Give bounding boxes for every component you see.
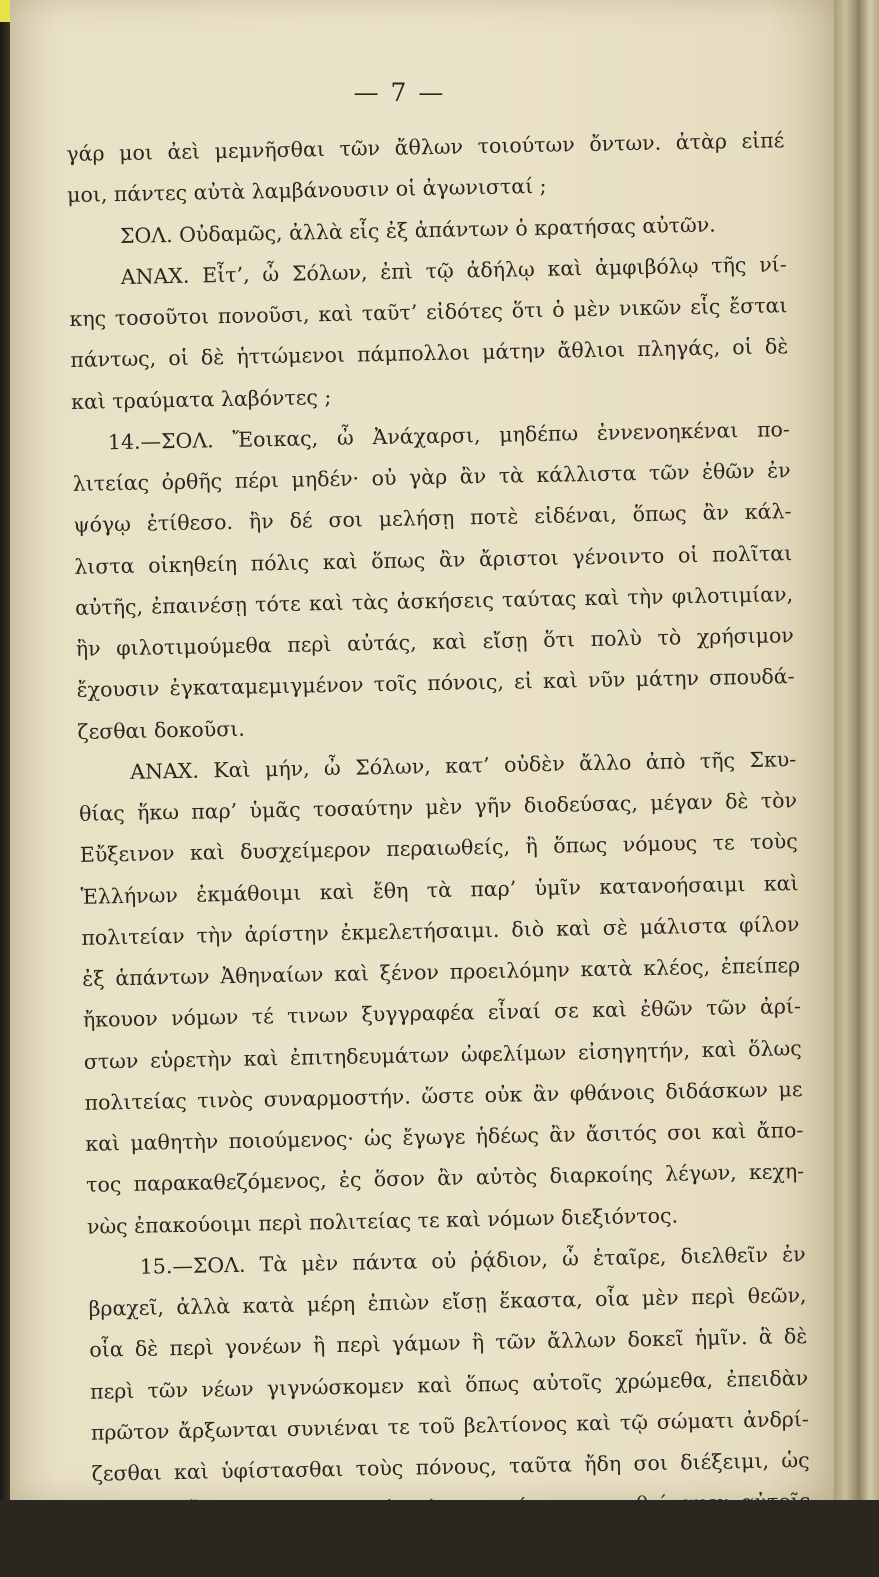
text-line: ζεσθαι καὶ ὑφίστασθαι τοὺς πόνους, ταῦτα ἤδη σοι διέξειμι, ὡς <box>91 1447 810 1486</box>
text-line: μάθοις οὗτινος χάριν τὰς ἀσκήσεις ταύτας προτεθείκαμεν αὐτοῖς <box>92 1489 811 1527</box>
book-binding <box>0 0 10 1500</box>
text-line: ἤκουον νόμων τέ τινων ξυγγραφέα εἶναί σε καὶ ἐθῶν τῶν ἀρί- <box>82 994 802 1033</box>
text-line: ἐξ ἁπάντων Ἀθηναίων καὶ ξένον προειλόμην κατὰ κλέος, ἐπείπερ <box>81 953 801 991</box>
text-line: πρῶτον ἄρξωνται συνιέναι τε τοῦ βελτίονος καὶ τῷ σώματι ἀνδρί- <box>90 1406 810 1445</box>
text-line: πάντως, οἱ δὲ ἡττώμενοι πάμπολλοι μάτην ἄθλιοι πληγάς, οἱ δὲ <box>70 334 789 373</box>
page-text <box>66 120 812 1577</box>
text-line: ἣν φιλοτιμούμεθα περὶ αὐτάς, καὶ εἴσῃ ὅτι πολὺ τὸ χρήσιμον <box>75 623 794 661</box>
text-line: τος παρακαθεζόμενος, ἐς ὅσον ἂν αὐτὸς διαρκοίης λέγων, κεχη- <box>85 1159 805 1198</box>
text-line: Εὔξεινον καὶ δυσχείμερον περαιωθείς, ἢ ὅπως νόμους τε τοὺς <box>79 829 798 868</box>
page-number: — 7 — <box>353 78 446 107</box>
text-line: μοι, πάντες αὐτὰ λαμβάνουσιν οἱ ἀγωνισταί ; <box>66 174 547 208</box>
text-line: θίας ἥκω παρ’ ὑμᾶς τοσαύτην μὲν γῆν διοδεύσας, μέγαν δὲ τὸν <box>78 788 798 826</box>
text-line: καὶ τραύματα λαβόντες ; <box>70 384 332 414</box>
text-line: 15.—ΣΟΛ. Τὰ μὲν πάντα οὐ ῥᾴδιον, ὦ ἑταῖρε, διελθεῖν ἐν <box>139 1241 806 1279</box>
text-line: ΣΟΛ. Οὐδαμῶς, ἀλλὰ εἷς ἐξ ἁπάντων ὁ κρατήσας αὐτῶν. <box>119 212 716 248</box>
book-page <box>10 0 834 1569</box>
text-line: ζεσθαι δοκοῦσι. <box>77 716 245 744</box>
text-line: λιστα οἰκηθείη πόλις καὶ ὅπως ἂν ἄριστοι γένοιντο οἱ πολῖται <box>74 540 793 579</box>
text-line: κης τοσοῦτοι πονοῦσι, καὶ ταῦτ’ εἰδότες ὅτι ὁ μὲν νικῶν εἷς ἔσται <box>69 293 788 331</box>
text-line: στων εὑρετὴν καὶ ἐπιτηδευμάτων ὠφελίμων εἰσηγητήν, καὶ ὅλως <box>83 1035 802 1074</box>
text-line: 14.—ΣΟΛ. Ἔοικας, ὦ Ἀνάχαρσι, μηδέπω ἐννενοηκέναι πο- <box>107 416 791 454</box>
text-line: ψόγῳ ἐτίθεσο. ἢν δέ σοι μελήσῃ ποτὲ εἰδέναι, ὅπως ἂν κάλ- <box>73 499 792 538</box>
text-line: οἷα δὲ περὶ γονέων ἢ περὶ γάμων ἢ τῶν ἄλλων δοκεῖ ἡμῖν. ἃ δὲ <box>89 1324 808 1363</box>
page-edges <box>834 0 879 1500</box>
text-line: πολιτείαν τὴν ἀρίστην ἐκμελετήσαιμι. διὸ καὶ σὲ μάλιστα φίλον <box>81 911 800 950</box>
text-line: νὼς ἐπακούοιμι περὶ πολιτείας τε καὶ νόμων διεξιόντος. <box>86 1202 679 1239</box>
text-line: καὶ διαπονεῖν τὸ σῶμα καταναγκάζομεν, οὐ μόνον ἕνεκα τῶν <box>93 1530 812 1569</box>
text-line: λιτείας ὀρθῆς πέρι μηδέν· οὐ γὰρ ἂν τὰ κάλλιστα τῶν ἐθῶν ἐν <box>72 458 791 496</box>
text-line: πολιτείας τινὸς συναρμοστήν. ὥστε οὐκ ἂν φθάνοις διδάσκων με <box>84 1076 803 1115</box>
text-line: περὶ τῶν νέων γιγνώσκομεν καὶ ὅπως αὐτοῖς χρώμεθα, ἐπειδὰν <box>89 1365 809 1404</box>
text-line: βραχεῖ, ἀλλὰ κατὰ μέρη ἐπιὼν εἴσῃ ἕκαστα, οἷα μὲν περὶ θεῶν, <box>88 1283 807 1321</box>
text-line: γάρ μοι ἀεὶ μεμνῆσθαι τῶν ἄθλων τοιούτων ὄντων. ἀτὰρ εἰπέ <box>66 128 785 166</box>
text-line: αὐτῆς, ἐπαινέσῃ τότε καὶ τὰς ἀσκήσεις ταύτας καὶ τὴν φιλοτιμίαν, <box>74 581 794 620</box>
text-line: ἔχουσιν ἐγκαταμεμιγμένον τοῖς πόνοις, εἰ καὶ νῦν μάτην σπουδά- <box>76 664 795 703</box>
text-line: ΑΝΑΧ. Εἶτ’, ὦ Σόλων, ἐπὶ τῷ ἀδήλῳ καὶ ἀμφιβόλῳ τῆς νί- <box>120 251 787 289</box>
text-line: καὶ μαθητὴν ποιούμενος· ὡς ἔγωγε ἡδέως ἂν ἄσιτός σοι καὶ ἄπο- <box>85 1118 804 1156</box>
text-line: Ἑλλήνων ἐκμάθοιμι καὶ ἔθη τὰ παρ’ ὑμῖν κατανοήσαιμι καὶ <box>80 870 799 909</box>
text-line: ΑΝΑΧ. Καὶ μήν, ὦ Σόλων, κατ’ οὐδὲν ἄλλο ἀπὸ τῆς Σκυ- <box>130 746 797 784</box>
